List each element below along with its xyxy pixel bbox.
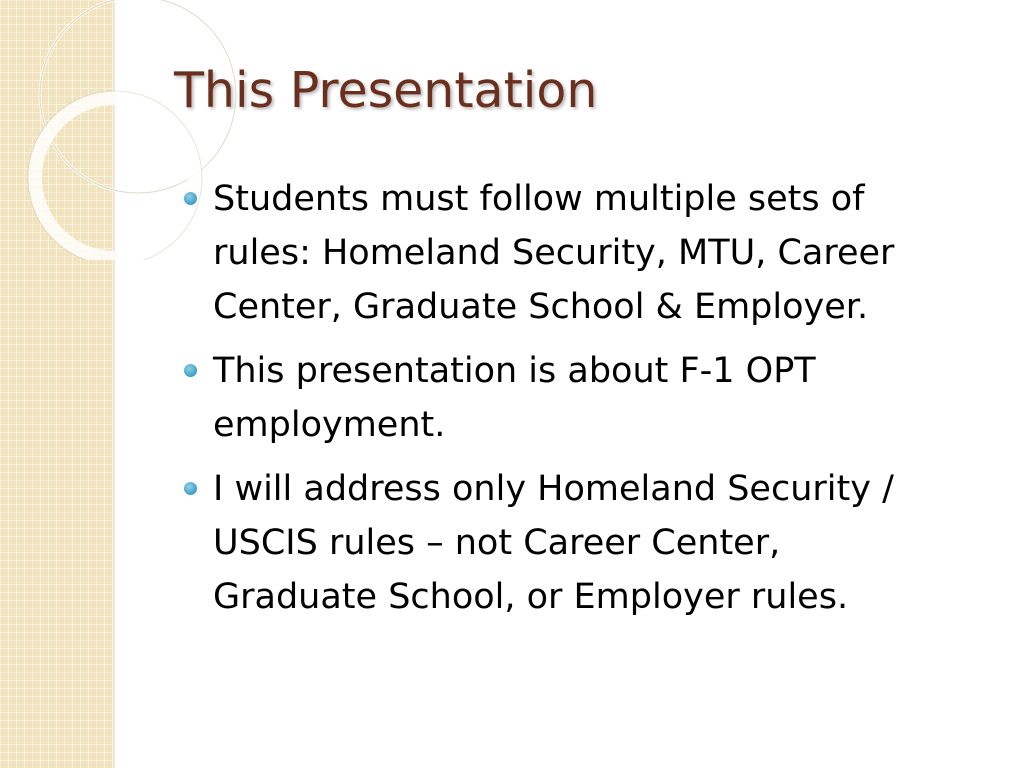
bullet-dot-icon [184, 364, 197, 377]
bullet-text: This presentation is about F-1 OPT employment. [213, 351, 816, 445]
bullet-item [184, 462, 944, 624]
side-panel-edge [113, 0, 116, 768]
bullet-dot-icon [184, 482, 197, 495]
bullet-dot-icon [184, 192, 197, 205]
bullet-text: I will address only Homeland Security / USCIS rules – not Career Center, Graduate School, or Employer rules. [213, 469, 894, 617]
slide-title: This Presentation [174, 62, 598, 119]
bullet-item [184, 172, 944, 334]
bullet-list [184, 172, 944, 634]
bullet-text: Students must follow multiple sets of rules: Homeland Security, MTU, Career Center, Graduate School & Employer. [213, 179, 895, 327]
bullet-item [184, 344, 944, 452]
side-panel-decoration [0, 0, 113, 768]
